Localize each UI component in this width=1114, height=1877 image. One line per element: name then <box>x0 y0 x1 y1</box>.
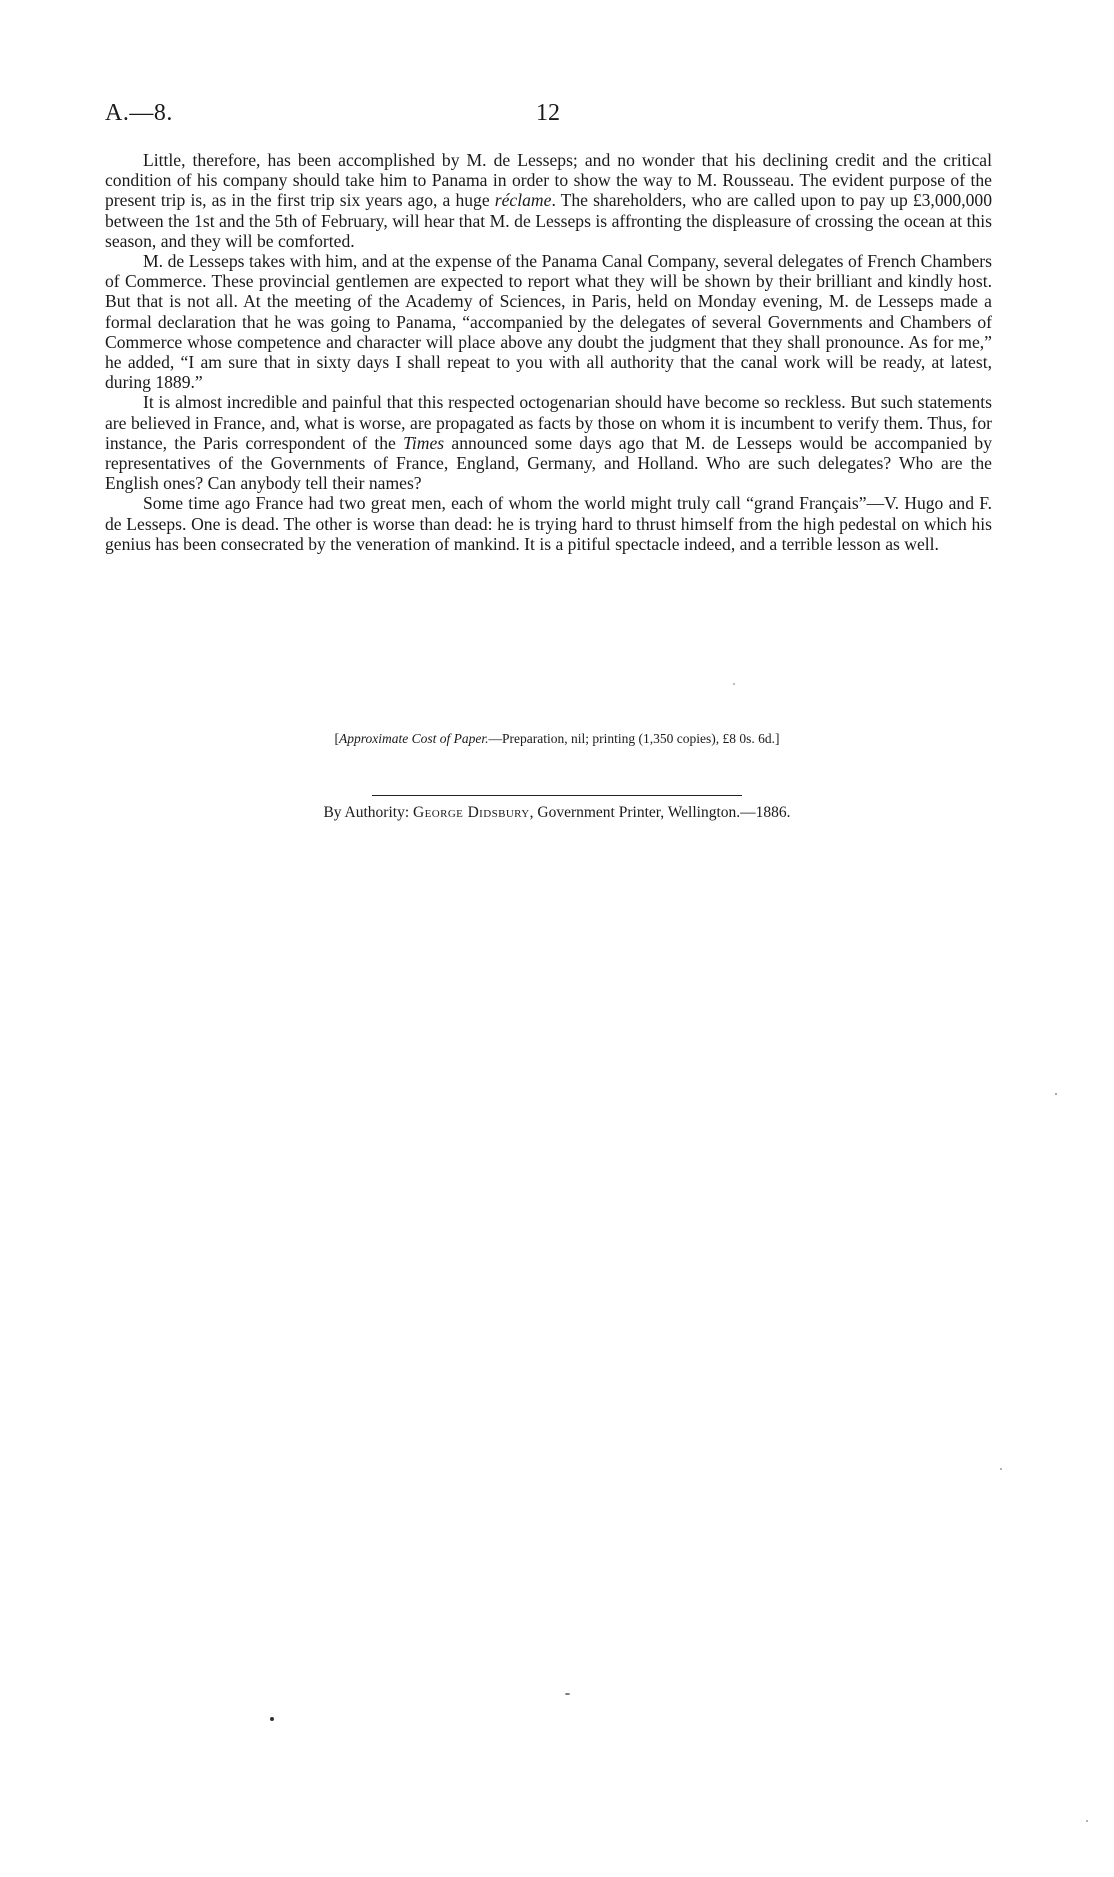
cost-note <box>0 731 1114 747</box>
divider-rule <box>372 795 742 796</box>
scan-speck <box>1086 1820 1088 1822</box>
paragraph-1-italic: réclame <box>494 190 552 211</box>
printer-imprint <box>0 804 1114 822</box>
paragraph-2: M. de Lesseps takes with him, and at the expense of the Panama Canal Company, several delegates of French Chambers of Commerce. These provincial gentlemen are expected to report what they will be shown by their brilliant and kindly host. But that is not all. At the meeting of the Academy of Sciences, in Paris, held on Monday evening, M. de Lesseps made a formal declaration that he was going to Panama, “accompanied by the delegates of several Governments and Chambers of Commerce whose competence and character will place above any doubt the judgment that they shall pronounce. As for me,” he added, “I am sure that in sixty days I shall repeat to you with all authority that the canal work will be ready, at latest, during 1889.” <box>105 251 992 393</box>
cost-note-detail: —Preparation, nil; printing (1,350 copies), £8 0s. 6d.] <box>488 731 780 746</box>
cost-note-label: Approximate Cost of Paper. <box>339 731 489 746</box>
paragraph-1-text-a: Little, therefore, has been accomplished by M. de Lesseps; and no wonder that his declining credit and the critical condition of his company should take him to Panama in order to show the way to M. Rousseau. The evident purpose of the present trip is, as in the first trip six years ago, a huge <box>105 150 992 211</box>
body-text <box>105 150 992 554</box>
imprint-prefix: By Authority: <box>323 804 410 821</box>
paragraph-1 <box>105 150 992 251</box>
paragraph-1-text-b: . The shareholders, who are called upon to pay up £3,000,000 between the 1st and the 5th of February, will hear that M. de Lesseps is affronting the displeasure of crossing the ocean at this season, and they will be comforted. <box>105 190 993 251</box>
paragraph-3-text-b: announced some days ago that M. de Lesseps would be accompanied by representatives of the Governments of France, England, Germany, and Holland. Who are such delegates? Who are the English ones? Can anybody tell their names? <box>105 432 992 494</box>
imprint-printer-name: George Didsbury <box>413 804 530 821</box>
imprint-suffix: , Government Printer, Wellington.—1886. <box>529 804 791 821</box>
scan-speck <box>733 683 735 685</box>
cost-note-bracket: [ <box>334 731 340 746</box>
page-number: 12 <box>536 100 560 126</box>
scan-speck <box>1055 1093 1057 1095</box>
paragraph-3 <box>105 392 992 493</box>
scan-speck <box>270 1717 274 1721</box>
paragraph-3-text-a: It is almost incredible and painful that this respected octogenarian should have become so reckless. But such statements are believed in France, and, what is worse, are propagated as facts by those on whom it is incumbent to verify them. Thus, for instance, the Paris correspondent of the <box>105 392 992 453</box>
document-reference: A.—8. <box>105 100 173 126</box>
paragraph-4: Some time ago France had two great men, each of whom the world might truly call “grand Français”—V. Hugo and F. de Lesseps. One is dead. The other is worse than dead: he is trying hard to thrust himself from the high pedestal on which his genius has been consecrated by the veneration of mankind. It is a pitiful spectacle indeed, and a terrible lesson as well. <box>105 493 992 554</box>
paragraph-3-italic: Times <box>403 432 445 453</box>
scan-speck <box>565 1693 570 1695</box>
scan-speck <box>1000 1468 1002 1470</box>
